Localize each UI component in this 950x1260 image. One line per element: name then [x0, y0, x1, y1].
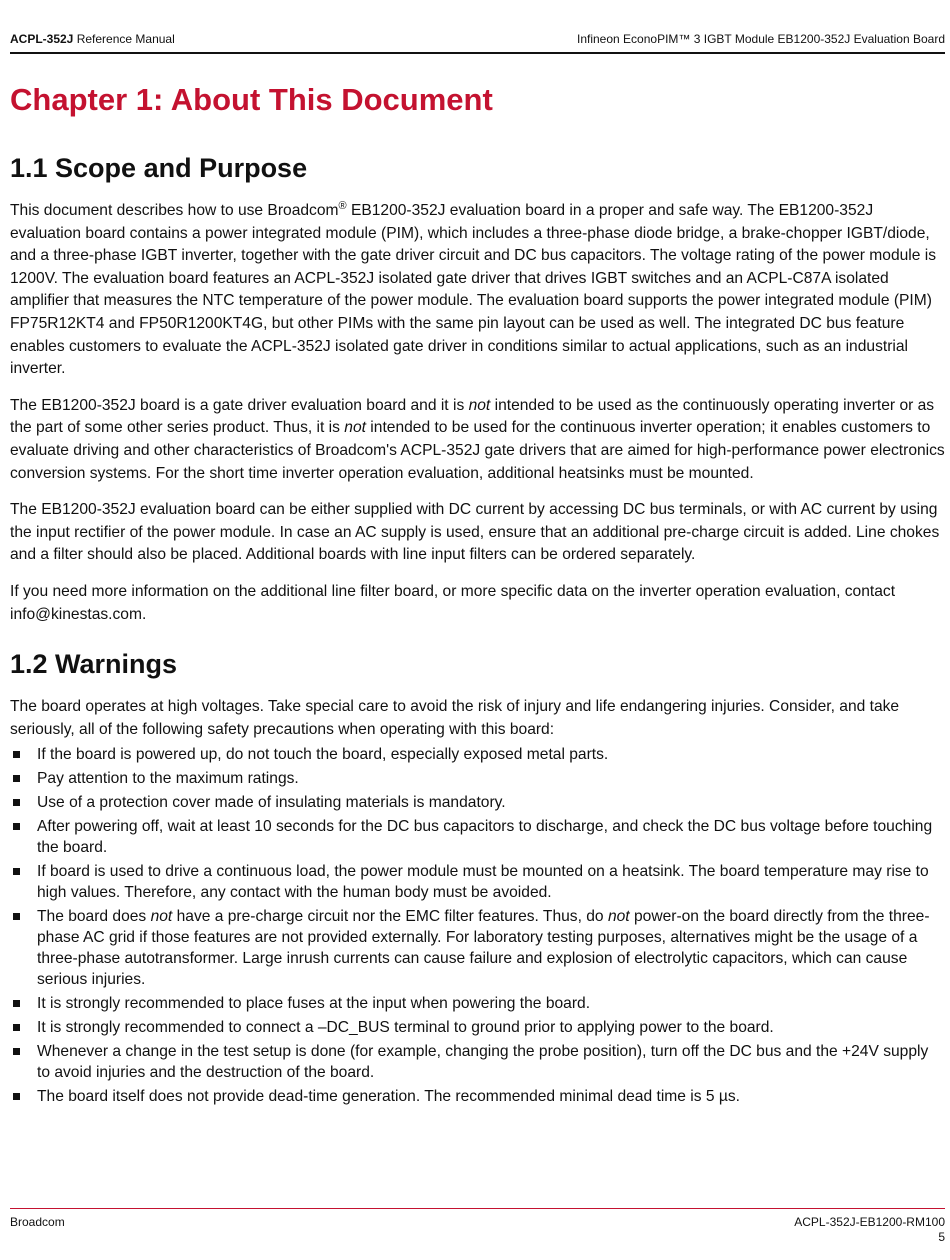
text-run: This document describes how to use Broadcom [10, 202, 339, 219]
list-item-text: It is strongly recommended to place fuses at the input when powering the board. [37, 995, 591, 1013]
text-run: intended to be used as the continuously operating inverter or as the part of some other series product. Thus, it is [10, 396, 935, 437]
square-bullet-icon [13, 913, 20, 920]
warnings-intro: The board operates at high voltages. Take special care to avoid the risk of injury and life endangering injuries. Consider, and take seriously, all of the following safety precautions when operating with this board: [10, 698, 900, 738]
text-run: The board does [37, 908, 151, 926]
list-item-text: Whenever a change in the test setup is done (for example, changing the probe position), turn off the DC bus and the +24V supply to avoid injuries and the destruction of the board. [37, 1043, 929, 1082]
text-run: have a pre-charge circuit nor the EMC filter features. Thus, do [172, 908, 608, 926]
list-item [10, 861, 945, 903]
page-number: 5 [938, 1230, 945, 1244]
list-item-text: Pay attention to the maximum ratings. [37, 770, 299, 788]
list-item [10, 792, 945, 813]
square-bullet-icon [13, 1024, 20, 1031]
footer-divider [10, 1208, 945, 1209]
emphasis: not [468, 396, 491, 414]
text-run: The EB1200-352J board is a gate driver evaluation board and it is [10, 396, 469, 414]
square-bullet-icon [13, 1000, 20, 1007]
main-content [10, 148, 945, 1110]
list-item [10, 993, 945, 1014]
footer-company: Broadcom [10, 1215, 65, 1229]
text-run: EB1200-352J evaluation board in a proper and safe way. The EB1200-352J evaluation board contains a power integrated module (PIM), which includes a three-phase diode bridge, a brake-chopper IGBT/diode, and a three-phase IGBT inverter, together with the gate driver circuit and DC bus capacitors. The voltage rating of the power module is 1200V. The evaluation board features an ACPL-352J isolated gate driver that drives IGBT switches and an ACPL-C87A isolated amplifier that measures the NTC temperature of the power module. The evaluation board supports the power integrated module (PIM) FP75R12KT4 and FP50R1200KT4G, but other PIMs with the same pin layout can be used as well. The integrated DC bus feature enables customers to evaluate the ACPL-352J isolated gate driver in conditions similar to actual applications, such as an industrial inverter. [10, 202, 937, 378]
section-title-warnings: 1.2 Warnings [10, 649, 178, 680]
section-title-scope: 1.1 Scope and Purpose [10, 153, 308, 183]
page-header [10, 31, 945, 47]
header-right: Infineon EconoPIM™ 3 IGBT Module EB1200-352J Evaluation Board [577, 32, 945, 46]
document-page [10, 0, 945, 1260]
text-run: power-on the board directly from the three-phase AC grid if those features are not provided externally. For laboratory testing purposes, alternatives might be the usage of a three-phase autotransformer. Large inrush currents can cause failure and explosion of electrolytic capacitors, which can cause serious injuries. [37, 908, 930, 989]
square-bullet-icon [13, 823, 20, 830]
square-bullet-icon [13, 1048, 20, 1055]
list-item [10, 1086, 945, 1107]
paragraph-scope-4: If you need more information on the additional line filter board, or more specific data on the inverter operation evaluation, contact info@kinestas.com. [10, 582, 896, 623]
list-item [10, 816, 945, 858]
list-item-text [37, 908, 930, 988]
paragraph-scope-2 [10, 395, 945, 485]
emphasis: not [607, 908, 630, 926]
header-product-name: ACPL-352J [10, 32, 74, 46]
list-item-text: The board itself does not provide dead-time generation. The recommended minimal dead time is 5 µs. [37, 1088, 740, 1106]
warnings-list [10, 744, 945, 1107]
square-bullet-icon [13, 1093, 20, 1100]
list-item-text: It is strongly recommended to connect a –DC_BUS terminal to ground prior to applying power to the board. [37, 1019, 774, 1037]
list-item-text: Use of a protection cover made of insulating materials is mandatory. [37, 794, 506, 812]
chapter-title: Chapter 1: About This Document [10, 82, 493, 117]
list-item [10, 768, 945, 789]
footer-doc-id: ACPL-352J-EB1200-RM100 [794, 1215, 945, 1229]
footer-right [794, 1215, 945, 1245]
header-doc-type: Reference Manual [73, 32, 175, 46]
registered-mark: ® [338, 199, 347, 212]
list-item-text: After powering off, wait at least 10 seconds for the DC bus capacitors to discharge, and check the DC bus voltage before touching the board. [37, 818, 933, 857]
list-item-text: If the board is powered up, do not touch the board, especially exposed metal parts. [37, 746, 609, 764]
square-bullet-icon [13, 775, 20, 782]
list-item [10, 1017, 945, 1038]
paragraph-scope-3: The EB1200-352J evaluation board can be either supplied with DC current by accessing DC bus terminals, or with AC current by using the input rectifier of the power module. In case an AC supply is used, ensure that an additional pre-charge circuit is added. Line chokes and a filter should also be placed. Additional boards with line input filters can be ordered separately. [10, 501, 940, 564]
square-bullet-icon [13, 868, 20, 875]
list-item [10, 1041, 945, 1083]
text-run: intended to be used for the continuous inverter operation; it enables customers to evaluate driving and other characteristics of Broadcom's ACPL-352J gate drivers that are aimed for high-performance power electronics conversion systems. For the short time inverter operation evaluation, additional heatsinks must be mounted. [10, 419, 945, 482]
list-item-text: If board is used to drive a continuous load, the power module must be mounted on a heatsink. The board temperature may rise to high values. Therefore, any contact with the human body must be avoided. [37, 863, 929, 902]
header-left [10, 31, 175, 47]
square-bullet-icon [13, 751, 20, 758]
list-item [10, 906, 945, 990]
header-divider [10, 52, 945, 54]
list-item [10, 744, 945, 765]
emphasis: not [344, 419, 366, 437]
paragraph-scope-1 [10, 200, 945, 381]
emphasis: not [150, 908, 173, 926]
square-bullet-icon [13, 799, 20, 806]
